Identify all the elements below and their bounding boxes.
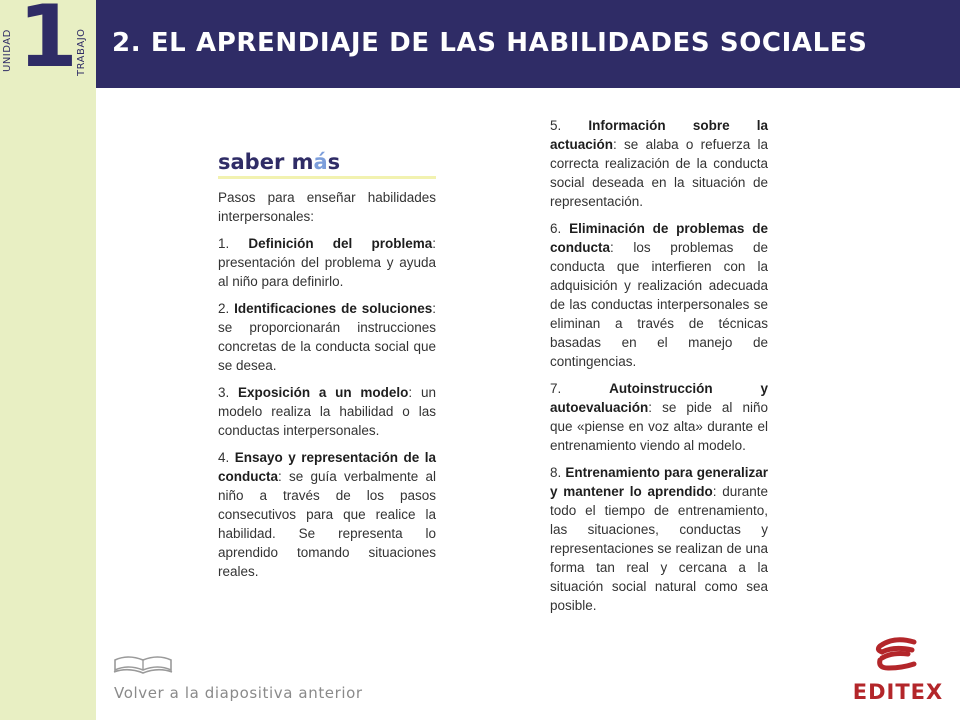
step-text: : un modelo realiza la habilidad o las conductas interpersonales. — [218, 385, 436, 438]
step-item — [218, 448, 436, 581]
step-heading: Identificaciones de soluciones — [234, 301, 433, 316]
step-text: : se alaba o refuerza la correcta realización de la conducta social deseada en la situación de representación. — [550, 137, 768, 209]
step-number: 4. — [218, 450, 235, 465]
step-item — [550, 463, 768, 615]
step-number: 2. — [218, 301, 235, 316]
book-icon — [112, 650, 174, 678]
step-heading: Exposición a un modelo — [238, 385, 409, 400]
step-text: : se pide al niño que «piense en voz alta» durante el entrenamiento viendo al modelo. — [550, 400, 768, 453]
step-heading: Entrenamiento para generalizar y mantener lo aprendido — [550, 465, 768, 499]
step-number: 5. — [550, 118, 589, 133]
editex-logo — [848, 636, 948, 712]
step-text: : los problemas de conducta que interfieren con la adquisición y realización adecuada de las conductas interpersonales se eliminan a través de técnicas basadas en el manejo de contingencias. — [550, 240, 768, 369]
step-number: 7. — [550, 381, 610, 396]
step-text: : durante todo el tiempo de entrenamiento, las situaciones, conductas y representaciones se realizan de una forma tan real y cercana a la situación social natural como sea posible. — [550, 484, 769, 613]
step-text: : se guía verbalmente al niño a través de los pasos consecutivos para que realice la habilidad. Se representa lo aprendido tomando situaciones reales. — [218, 469, 436, 579]
step-number: 6. — [550, 221, 570, 236]
step-text: : se proporcionarán instrucciones concretas de la conducta social que se desea. — [218, 301, 436, 373]
step-item — [550, 116, 768, 211]
right-column — [550, 116, 768, 623]
section-label: TRABAJO — [76, 28, 87, 76]
step-item — [218, 383, 436, 440]
unit-badge — [0, 0, 96, 88]
step-heading: Información sobre la actuación — [550, 118, 769, 152]
step-number: 3. — [218, 385, 239, 400]
step-item — [550, 219, 768, 371]
step-number: 8. — [550, 465, 566, 480]
box-title-underline — [218, 176, 436, 179]
step-heading: Ensayo y representación de la conducta — [218, 450, 436, 484]
header-bar — [96, 0, 960, 88]
step-item — [550, 379, 768, 455]
intro-paragraph: Pasos para enseñar habilidades interpersonales: — [218, 190, 436, 224]
left-column — [218, 188, 436, 589]
back-link[interactable] — [112, 650, 372, 710]
step-item — [218, 299, 436, 375]
unit-number: 1 — [18, 0, 78, 87]
editex-logo-icon — [874, 636, 918, 672]
box-title-part-2: s — [327, 150, 341, 174]
step-item — [218, 234, 436, 291]
unit-label: UNIDAD — [2, 29, 13, 72]
box-title-part-1: saber m — [218, 150, 314, 174]
step-heading: Eliminación de problemas de conducta — [550, 221, 768, 255]
step-number: 1. — [218, 236, 249, 251]
step-heading: Autoinstrucción y autoevaluación — [550, 381, 768, 415]
box-title-accent: á — [313, 150, 328, 174]
step-heading: Definición del problema — [248, 236, 433, 251]
back-link-label: Volver a la diapositiva anterior — [114, 684, 363, 702]
sidebar — [0, 0, 96, 720]
page-title: 2. EL APRENDIAJE DE LAS HABILIDADES SOCIALES — [112, 28, 868, 58]
editex-logo-text: EDITEX — [852, 680, 944, 704]
box-title — [218, 150, 340, 174]
step-text: : presentación del problema y ayuda al niño para definirlo. — [218, 236, 436, 289]
